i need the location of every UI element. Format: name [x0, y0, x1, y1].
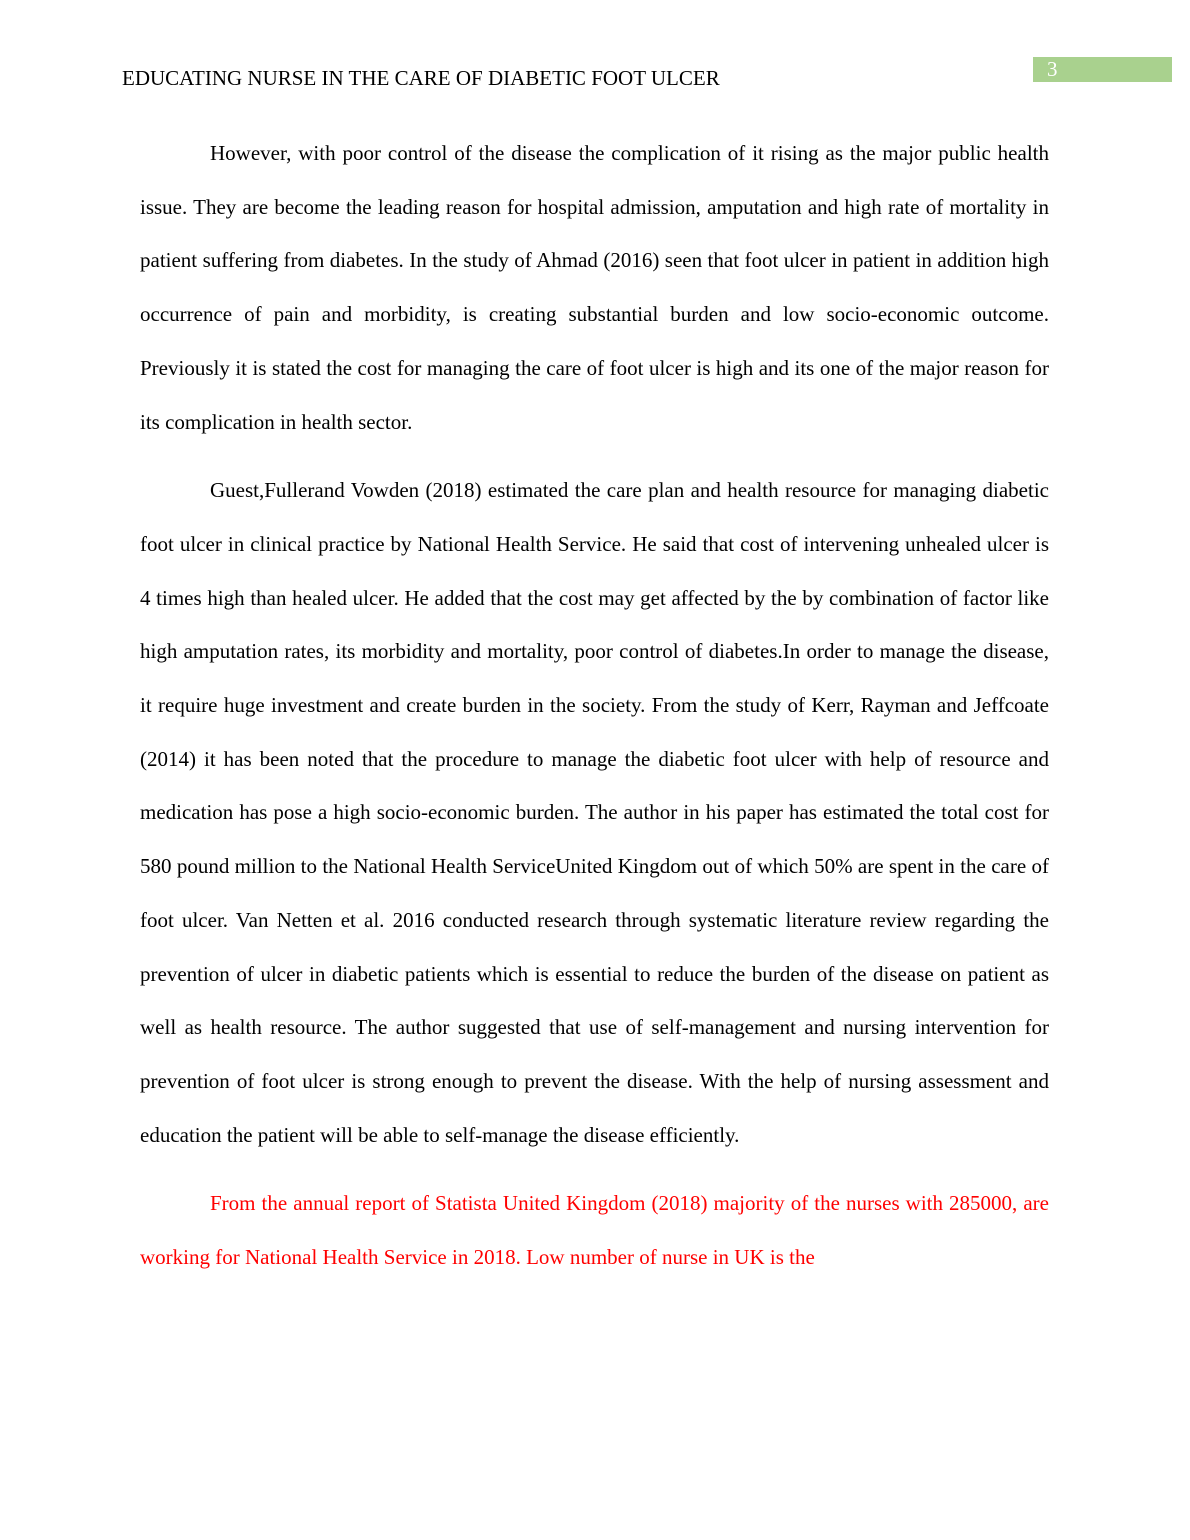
paragraph-2: Guest,Fullerand Vowden (2018) estimated the care plan and health resource for managing diabetic foot ulcer in clinical practice by National Health Service. He said that cost of intervening unhealed ulcer is 4 times high than healed ulcer. He added that the cost may get affected by the by combination of factor like high amputation rates, its morbidity and mortality, poor control of diabetes.In order to manage the disease, it require huge investment and create burden in the society. From the study of Kerr, Rayman and Jeffcoate (2014) it has been noted that the procedure to manage the diabetic foot ulcer with help of resource and medication has pose a high socio-economic burden. The author in his paper has estimated the total cost for 580 pound million to the National Health ServiceUnited Kingdom out of which 50% are spent in the care of foot ulcer. Van Netten et al. 2016 conducted research through systematic literature review regarding the prevention of ulcer in diabetic patients which is essential to reduce the burden of the disease on patient as well as health resource. The author suggested that use of self-management and nursing intervention for prevention of foot ulcer is strong enough to prevent the disease. With the help of nursing assessment and education the patient will be able to self-manage the disease efficiently. [140, 478, 1049, 1147]
paragraph-1: However, with poor control of the disease the complication of it rising as the major public health issue. They are become the leading reason for hospital admission, amputation and high rate of mortality in patient suffering from diabetes. In the study of Ahmad (2016) seen that foot ulcer in patient in addition high occurrence of pain and morbidity, is creating substantial burden and low socio-economic outcome. Previously it is stated the cost for managing the care of foot ulcer is high and its one of the major reason for its complication in health sector. [140, 141, 1049, 434]
document-body [140, 127, 1049, 1285]
running-header-title: EDUCATING NURSE IN THE CARE OF DIABETIC FOOT ULCER [122, 66, 720, 90]
page-number: 3 [1047, 57, 1058, 81]
paragraph-3-highlighted: From the annual report of Statista United Kingdom (2018) majority of the nurses with 285000, are working for National Health Service in 2018. Low number of nurse in UK is the [140, 1191, 1049, 1270]
page-number-badge [1033, 57, 1172, 82]
